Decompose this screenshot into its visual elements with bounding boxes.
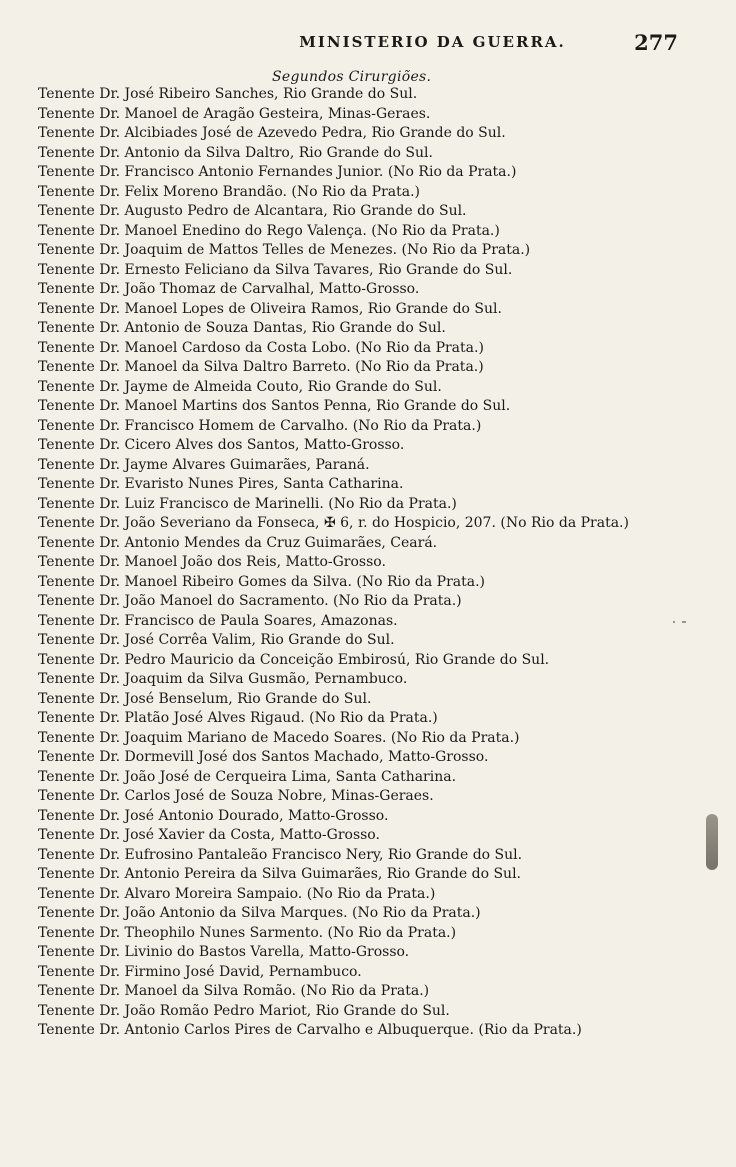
list-item: Tenente Dr. Eufrosino Pantaleão Francisco Nery, Rio Grande do Sul. [38,846,523,863]
list-item: Tenente Dr. Manoel de Aragão Gesteira, Minas-Geraes. [38,105,431,122]
list-item: Tenente Dr. Antonio Pereira da Silva Guimarães, Rio Grande do Sul. [38,866,521,882]
list-item: Tenente Dr. Felix Moreno Brandão. (No Rio da Prata.) [38,183,420,200]
list-item: Tenente Dr. Antonio de Souza Dantas, Rio Grande do Sul. [38,320,446,336]
list-item: Tenente Dr. Manoel Cardoso da Costa Lobo. (No Rio da Prata.) [38,339,484,356]
list-item: Tenente Dr. Alcibiades José de Azevedo Pedra, Rio Grande do Sul. [38,125,506,141]
list-item: Tenente Dr. Theophilo Nunes Sarmento. (No Rio da Prata.) [38,924,457,941]
list-item: Tenente Dr. Augusto Pedro de Alcantara, Rio Grande do Sul. [38,203,467,219]
officer-list [38,85,688,1041]
list-item: Tenente Dr. Antonio Mendes da Cruz Guimarães, Ceará. [38,534,438,551]
paper-speck [673,621,675,623]
list-item: Tenente Dr. Manoel da Silva Romão. (No Rio da Prata.) [38,983,430,999]
list-item: Tenente Dr. Ernesto Feliciano da Silva Tavares, Rio Grande do Sul. [38,261,513,278]
section-subtitle: Segundos Cirurgiões. [272,69,432,85]
paper-speck [682,621,686,623]
list-item: Tenente Dr. Antonio Carlos Pires de Carvalho e Albuquerque. (Rio da Prata.) [38,1022,582,1038]
list-item: Tenente Dr. José Ribeiro Sanches, Rio Grande do Sul. [38,86,418,102]
list-item: Tenente Dr. Pedro Mauricio da Conceição Embirosú, Rio Grande do Sul. [38,651,550,668]
list-item: Tenente Dr. João Antonio da Silva Marques. (No Rio da Prata.) [38,905,481,921]
list-item: Tenente Dr. Luiz Francisco de Marinelli. (No Rio da Prata.) [38,495,457,512]
list-item: Tenente Dr. Joaquim da Silva Gusmão, Pernambuco. [38,671,408,687]
list-item: Tenente Dr. João Severiano da Fonseca, ✠ 6, r. do Hospicio, 207. (No Rio da Prata.) [38,515,629,531]
list-item: Tenente Dr. João José de Cerqueira Lima, Santa Catharina. [38,768,457,785]
list-item: Tenente Dr. Manoel Ribeiro Gomes da Silva. (No Rio da Prata.) [38,573,486,590]
running-header: MINISTERIO DA GUERRA. [299,33,566,51]
list-item: Tenente Dr. José Antonio Dourado, Matto-Grosso. [38,807,389,824]
list-item: Tenente Dr. Manoel da Silva Daltro Barreto. (No Rio da Prata.) [38,359,484,375]
list-item: Tenente Dr. Livinio do Bastos Varella, Matto-Grosso. [38,944,410,960]
list-item: Tenente Dr. Manoel Lopes de Oliveira Ramos, Rio Grande do Sul. [38,300,502,317]
list-item: Tenente Dr. Francisco Homem de Carvalho. (No Rio da Prata.) [38,417,482,434]
list-item: Tenente Dr. Francisco de Paula Soares, Amazonas. [38,612,398,629]
list-item: Tenente Dr. Joaquim de Mattos Telles de Menezes. (No Rio da Prata.) [38,242,531,258]
list-item: Tenente Dr. Manoel João dos Reis, Matto-Grosso. [38,554,386,570]
list-item: Tenente Dr. Francisco Antonio Fernandes Junior. (No Rio da Prata.) [38,164,517,180]
list-item: Tenente Dr. José Xavier da Costa, Matto-Grosso. [38,827,380,843]
list-item: Tenente Dr. Firmino José David, Pernambuco. [38,963,362,980]
list-item: Tenente Dr. Carlos José de Souza Nobre, Minas-Geraes. [38,788,434,804]
list-item: Tenente Dr. João Thomaz de Carvalhal, Matto-Grosso. [38,281,420,297]
page-edge-blemish [706,814,718,870]
list-item: Tenente Dr. José Corrêa Valim, Rio Grande do Sul. [38,632,395,648]
list-item: Tenente Dr. João Romão Pedro Mariot, Rio Grande do Sul. [38,1002,450,1019]
list-item: Tenente Dr. Cicero Alves dos Santos, Matto-Grosso. [38,437,405,453]
list-item: Tenente Dr. João Manoel do Sacramento. (No Rio da Prata.) [38,593,462,609]
page-number: 277 [634,30,678,55]
list-item: Tenente Dr. Dormevill José dos Santos Machado, Matto-Grosso. [38,749,489,765]
list-item: Tenente Dr. Jayme de Almeida Couto, Rio Grande do Sul. [38,378,442,395]
list-item: Tenente Dr. Jayme Alvares Guimarães, Paraná. [38,456,370,473]
list-item: Tenente Dr. Alvaro Moreira Sampaio. (No Rio da Prata.) [38,885,436,902]
list-item: Tenente Dr. Platão José Alves Rigaud. (No Rio da Prata.) [38,710,438,726]
list-item: Tenente Dr. José Benselum, Rio Grande do Sul. [38,690,372,707]
list-item: Tenente Dr. Manoel Enedino do Rego Valença. (No Rio da Prata.) [38,222,500,239]
list-item: Tenente Dr. Manoel Martins dos Santos Penna, Rio Grande do Sul. [38,398,511,414]
list-item: Tenente Dr. Evaristo Nunes Pires, Santa Catharina. [38,476,404,492]
list-item: Tenente Dr. Antonio da Silva Daltro, Rio Grande do Sul. [38,144,433,161]
list-item: Tenente Dr. Joaquim Mariano de Macedo Soares. (No Rio da Prata.) [38,729,520,746]
